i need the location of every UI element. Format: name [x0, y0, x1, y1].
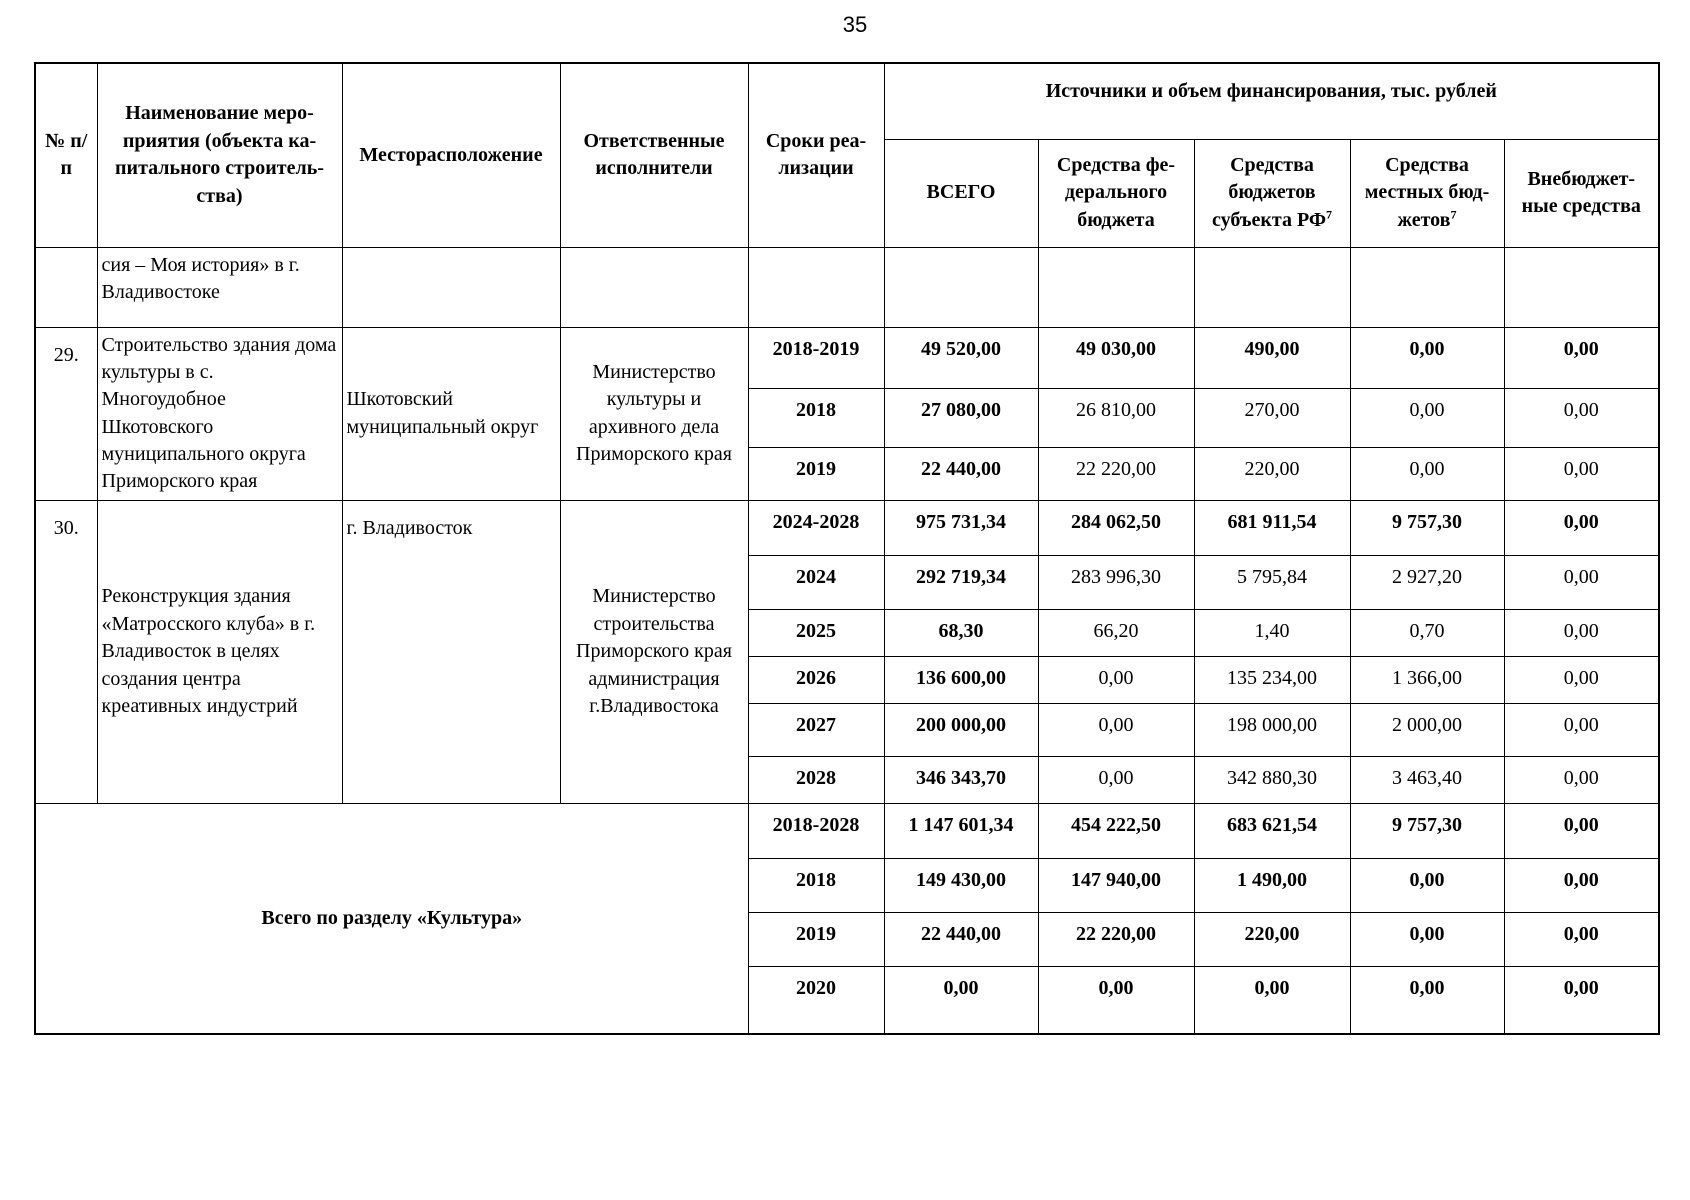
subject-cell: 270,00 [1194, 388, 1350, 447]
extra-cell: 0,00 [1504, 656, 1659, 703]
total-cell: 149 430,00 [884, 858, 1038, 912]
extra-cell: 0,00 [1504, 756, 1659, 803]
local-cell: 0,00 [1350, 388, 1504, 447]
subject-cell: 1,40 [1194, 609, 1350, 656]
header-total: ВСЕГО [884, 139, 1038, 247]
subject-cell: 0,00 [1194, 966, 1350, 1034]
header-terms: Сроки реа- лизации [748, 63, 884, 247]
extra-cell: 0,00 [1504, 703, 1659, 756]
header-federal: Средства фе- дерального бюджета [1038, 139, 1194, 247]
total-cell: 346 343,70 [884, 756, 1038, 803]
federal-cell: 0,00 [1038, 756, 1194, 803]
period-cell: 2027 [748, 703, 884, 756]
header-name: Наименование меро- приятия (объекта ка- питального строитель- ства) [97, 63, 342, 247]
continuation-name: сия – Моя история» в г. Владивостоке [97, 247, 342, 327]
local-cell: 0,00 [1350, 966, 1504, 1034]
table-row [35, 327, 1659, 388]
header-location: Месторасположение [342, 63, 560, 247]
period-cell: 2024-2028 [748, 500, 884, 555]
subject-cell: 220,00 [1194, 912, 1350, 966]
section-total-label: Всего по разделу «Культура» [35, 803, 748, 1034]
period-cell: 2018-2019 [748, 327, 884, 388]
extra-cell: 0,00 [1504, 448, 1659, 501]
federal-cell: 0,00 [1038, 966, 1194, 1034]
header-num: № п/п [35, 63, 97, 247]
period-cell: 2028 [748, 756, 884, 803]
period-cell: 2019 [748, 448, 884, 501]
subject-cell: 490,00 [1194, 327, 1350, 388]
total-cell: 49 520,00 [884, 327, 1038, 388]
item-name: Строительство здания дома культуры в с. Многоудобное Шкотовского муниципального округа Приморского края [97, 327, 342, 500]
total-cell: 975 731,34 [884, 500, 1038, 555]
page-number: 35 [842, 12, 868, 37]
federal-cell: 22 220,00 [1038, 912, 1194, 966]
header-row-1 [35, 63, 1659, 139]
local-cell: 0,00 [1350, 912, 1504, 966]
empty-cell [1504, 247, 1659, 327]
item-location: Шкотовский муниципальный округ [342, 327, 560, 500]
federal-cell: 26 810,00 [1038, 388, 1194, 447]
local-cell: 9 757,30 [1350, 803, 1504, 858]
header-local: Средства местных бюд- жетов$^7$ [1350, 139, 1504, 247]
empty-cell [748, 247, 884, 327]
local-cell: 0,70 [1350, 609, 1504, 656]
local-cell: 0,00 [1350, 858, 1504, 912]
header-funding: Источники и объем финансирования, тыс. рублей [884, 63, 1659, 139]
table-row [35, 803, 1659, 858]
total-cell: 136 600,00 [884, 656, 1038, 703]
period-cell: 2020 [748, 966, 884, 1034]
federal-cell: 22 220,00 [1038, 448, 1194, 501]
extra-cell: 0,00 [1504, 327, 1659, 388]
extra-cell: 0,00 [1504, 500, 1659, 555]
subject-cell: 1 490,00 [1194, 858, 1350, 912]
subject-cell: 135 234,00 [1194, 656, 1350, 703]
total-cell: 68,30 [884, 609, 1038, 656]
header-executors: Ответственные исполнители [560, 63, 748, 247]
table-row [35, 500, 1659, 555]
local-cell: 1 366,00 [1350, 656, 1504, 703]
local-cell: 0,00 [1350, 448, 1504, 501]
item-location: г. Владивосток [342, 500, 560, 803]
federal-cell: 284 062,50 [1038, 500, 1194, 555]
extra-cell: 0,00 [1504, 803, 1659, 858]
total-cell: 22 440,00 [884, 912, 1038, 966]
period-cell: 2026 [748, 656, 884, 703]
extra-cell: 0,00 [1504, 555, 1659, 609]
federal-cell: 0,00 [1038, 703, 1194, 756]
continuation-row [35, 247, 1659, 327]
item-number: 30. [35, 500, 97, 803]
extra-cell: 0,00 [1504, 388, 1659, 447]
federal-cell: 283 996,30 [1038, 555, 1194, 609]
empty-cell [1350, 247, 1504, 327]
header-subject: Средства бюджетов субъекта $РФ^7$ [1194, 139, 1350, 247]
period-cell: 2025 [748, 609, 884, 656]
subject-cell: 5 795,84 [1194, 555, 1350, 609]
extra-cell: 0,00 [1504, 609, 1659, 656]
empty-cell [1038, 247, 1194, 327]
federal-cell: 66,20 [1038, 609, 1194, 656]
subject-cell: 342 880,30 [1194, 756, 1350, 803]
local-cell: 3 463,40 [1350, 756, 1504, 803]
total-cell: 200 000,00 [884, 703, 1038, 756]
federal-cell: 0,00 [1038, 656, 1194, 703]
local-cell: 9 757,30 [1350, 500, 1504, 555]
empty-cell [560, 247, 748, 327]
extra-cell: 0,00 [1504, 912, 1659, 966]
subject-cell: 220,00 [1194, 448, 1350, 501]
period-cell: 2018 [748, 388, 884, 447]
local-cell: 0,00 [1350, 327, 1504, 388]
period-cell: 2018-2028 [748, 803, 884, 858]
extra-cell: 0,00 [1504, 966, 1659, 1034]
total-cell: 1 147 601,34 [884, 803, 1038, 858]
period-cell: 2024 [748, 555, 884, 609]
subject-cell: 683 621,54 [1194, 803, 1350, 858]
empty-cell [342, 247, 560, 327]
federal-cell: 49 030,00 [1038, 327, 1194, 388]
header-extra: Внебюджет- ные средства [1504, 139, 1659, 247]
empty-cell [1194, 247, 1350, 327]
local-cell: 2 927,20 [1350, 555, 1504, 609]
federal-cell: 454 222,50 [1038, 803, 1194, 858]
empty-cell [884, 247, 1038, 327]
item-name: Реконструкция здания «Матросского клуба» в г. Владивосток в целях создания центра креативных индустрий [97, 500, 342, 803]
financing-table [34, 62, 1660, 1035]
subject-cell: 198 000,00 [1194, 703, 1350, 756]
period-cell: 2019 [748, 912, 884, 966]
federal-cell: 147 940,00 [1038, 858, 1194, 912]
total-cell: 22 440,00 [884, 448, 1038, 501]
item-number: 29. [35, 327, 97, 500]
item-executor: Министерство строительства Приморского края администрация г.Владивостока [560, 500, 748, 803]
continuation-num [35, 247, 97, 327]
extra-cell: 0,00 [1504, 858, 1659, 912]
item-executor: Министерство культуры и архивного дела Приморского края [560, 327, 748, 500]
total-cell: 0,00 [884, 966, 1038, 1034]
total-cell: 27 080,00 [884, 388, 1038, 447]
subject-cell: 681 911,54 [1194, 500, 1350, 555]
local-cell: 2 000,00 [1350, 703, 1504, 756]
total-cell: 292 719,34 [884, 555, 1038, 609]
period-cell: 2018 [748, 858, 884, 912]
